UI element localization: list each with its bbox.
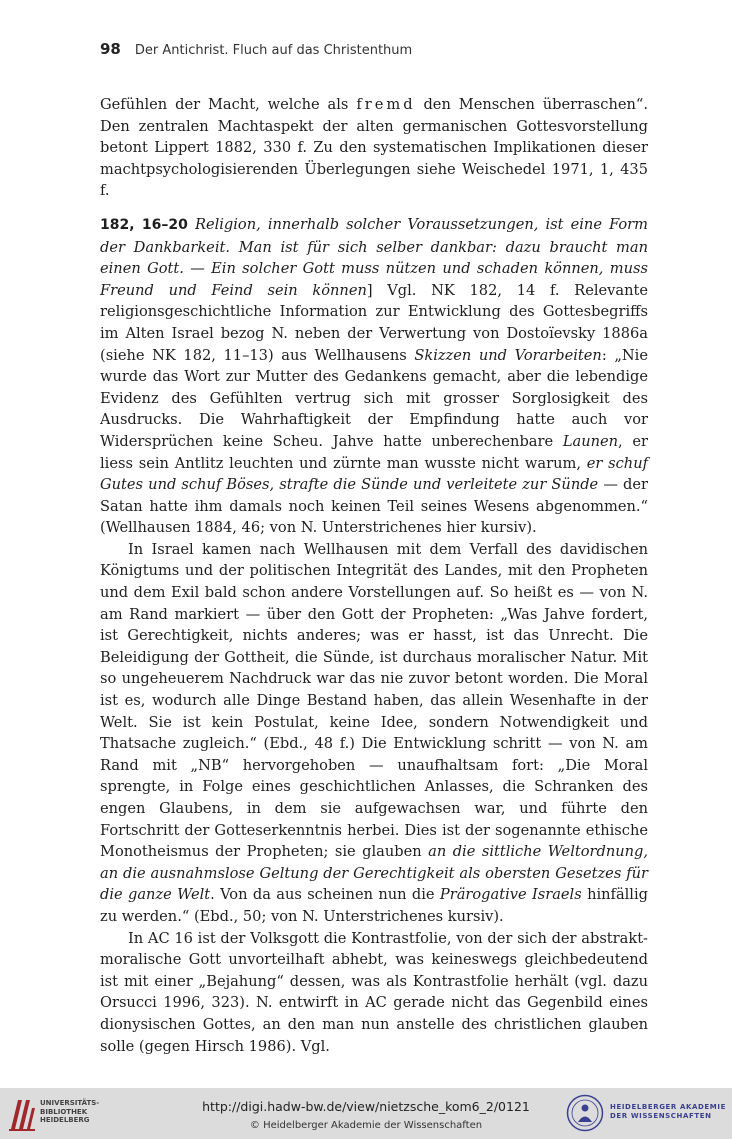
- paragraph-3: [100, 539, 648, 928]
- footer-bar: [0, 1088, 732, 1139]
- italic-emphasis: Launen: [562, 432, 619, 450]
- paragraph-2: [100, 214, 648, 539]
- text-run: ] Vgl. NK 182, 14 f. Relevante religionsgeschichtliche Information zur Entwicklung des Gottesbegriffs im Alten Israel bezog N. neben der Verwertung von Dostoïevsky 1886a (siehe NK 182, 11–13) aus Wellhausens: [100, 281, 648, 364]
- paragraph-4: [100, 928, 648, 1058]
- italic-title: Skizzen und Vorarbeiten: [414, 346, 602, 364]
- running-title: Der Antichrist. Fluch auf das Christenthum: [134, 43, 413, 58]
- italic-emphasis: er schuf Gutes und schuf Böses, strafte die Sünde und verleitete zur Sünde: [100, 454, 649, 494]
- text-run: : „Nie wurde das Wort zur Mutter des Gedankens gemacht, aber die lebendige Evidenz des Gefühlten vertrug sich mit grosser Sorglosigkeit des Ausdrucks. Die Wahrhaftigkeit der Empfindung hatte auch vor Widersprüchen keine Scheu. Jahve hatte unberechenbare: [100, 346, 648, 450]
- lemma-reference: 182, 16–20: [100, 216, 188, 233]
- copyright-notice: © Heidelberger Akademie der Wissenschaften: [249, 1120, 483, 1131]
- spaced-emphasis: fremd: [356, 96, 416, 113]
- text-run: den Menschen überraschen“. Den zentralen Machtaspekt der alten germanischen Gottesvorstellung betont Lippert 1882, 330 f. Zu den systematischen Implikationen dieser machtpsychologisierenden Überlegungen siehe Weischedel 1971, 1, 435 f.: [100, 96, 648, 200]
- academy-name: HEIDELBERGER AKADEMIE DER WISSENSCHAFTEN: [610, 1103, 726, 1120]
- main-text: [100, 94, 648, 1057]
- page-number: 98: [100, 40, 121, 58]
- paragraph-1: [100, 94, 648, 202]
- text-run: In AC 16 ist der Volksgott die Kontrastfolie, von der sich der abstrakt-moralische Gott unvorteilhaft abhebt, was keineswegs gleichbedeutend ist mit einer „Bejahung“ dessen, was als Kontrastfolie herhält (vgl. dazu Orsucci 1996, 323). N. entwirft in AC gerade nicht das Gegenbild eines dionysischen Gottes, an den man nun anstelle des christlichen glauben solle (gegen Hirsch 1986). Vgl.: [100, 929, 648, 1055]
- source-url[interactable]: http://digi.hadw-bw.de/view/nietzsche_kom6_2/0121: [202, 1099, 530, 1114]
- italic-emphasis: an die sittliche Weltordnung, an die ausnahmslose Geltung der Gerechtigkeit als obersten Gesetzes für die ganze Welt: [100, 843, 649, 904]
- academy-seal-icon: [566, 1094, 604, 1132]
- library-name: UNIVERSITÄTS-BIBLIOTHEK HEIDELBERG: [40, 1099, 100, 1124]
- text-run: — der Satan hatte ihm damals noch keinen Teil seines Wesens abgenommen.“ (Wellhausen 1884, 46; von N. Unterstrichenes hier kursiv).: [100, 476, 648, 537]
- italic-emphasis: Prärogative Israels: [439, 886, 582, 904]
- academy-logo: [566, 1092, 732, 1136]
- text-run: , er liess sein Antlitz leuchten und zürnte man wusste nicht warum,: [100, 432, 649, 472]
- text-run: In Israel kamen nach Wellhausen mit dem Verfall des davidischen Königtums und der politischen Integrität des Landes, mit den Propheten und dem Exil bald schon andere Vorstellungen auf. So heißt es — von N. am Rand markiert — über den Gott der Propheten: „Was Jahve fordert, ist Gerechtigkeit, nichts anderes; was er hasst, ist das Unrecht. Die Beleidigung der Gottheit, die Sünde, ist durchaus moralischer Natur. Mit so ungeheuerem Nachdruck war das nie zuvor betont worden. Die Moral ist es, wodurch alle Dinge Bestand haben, das allein Wesenhafte in der Welt. Sie ist kein Postulat, keine Idee, sondern Notwendigkeit und Thatsache zugleich.“ (Ebd., 48 f.) Die Entwicklung schritt — von N. am Rand mit „NB“ hervorgehoben — unaufhaltsam fort: „Die Moral sprengte, in Folge eines geschichtlichen Anlasses, die Schranken des engen Glaubens, in dem sie aufgewachsen war, und führte den Fortschritt der Gotteserkenntnis herbei. Dies ist der sogenannte ethische Monotheismus der Propheten; sie glauben: [100, 540, 648, 861]
- text-run: . Von da aus scheinen nun die: [210, 886, 440, 904]
- lemma-quote: Religion, innerhalb solcher Voraussetzungen, ist eine Form der Dankbarkeit. Man ist für sich selber dankbar: dazu braucht man einen Gott. — Ein solcher Gott muss nützen und schaden können, muss Freund und Feind sein können: [100, 215, 648, 299]
- text-run: hinfällig zu werden.“ (Ebd., 50; von N. Unterstrichenes kursiv).: [100, 886, 648, 925]
- running-head: [100, 40, 660, 58]
- text-run: Gefühlen der Macht, welche als: [100, 96, 357, 113]
